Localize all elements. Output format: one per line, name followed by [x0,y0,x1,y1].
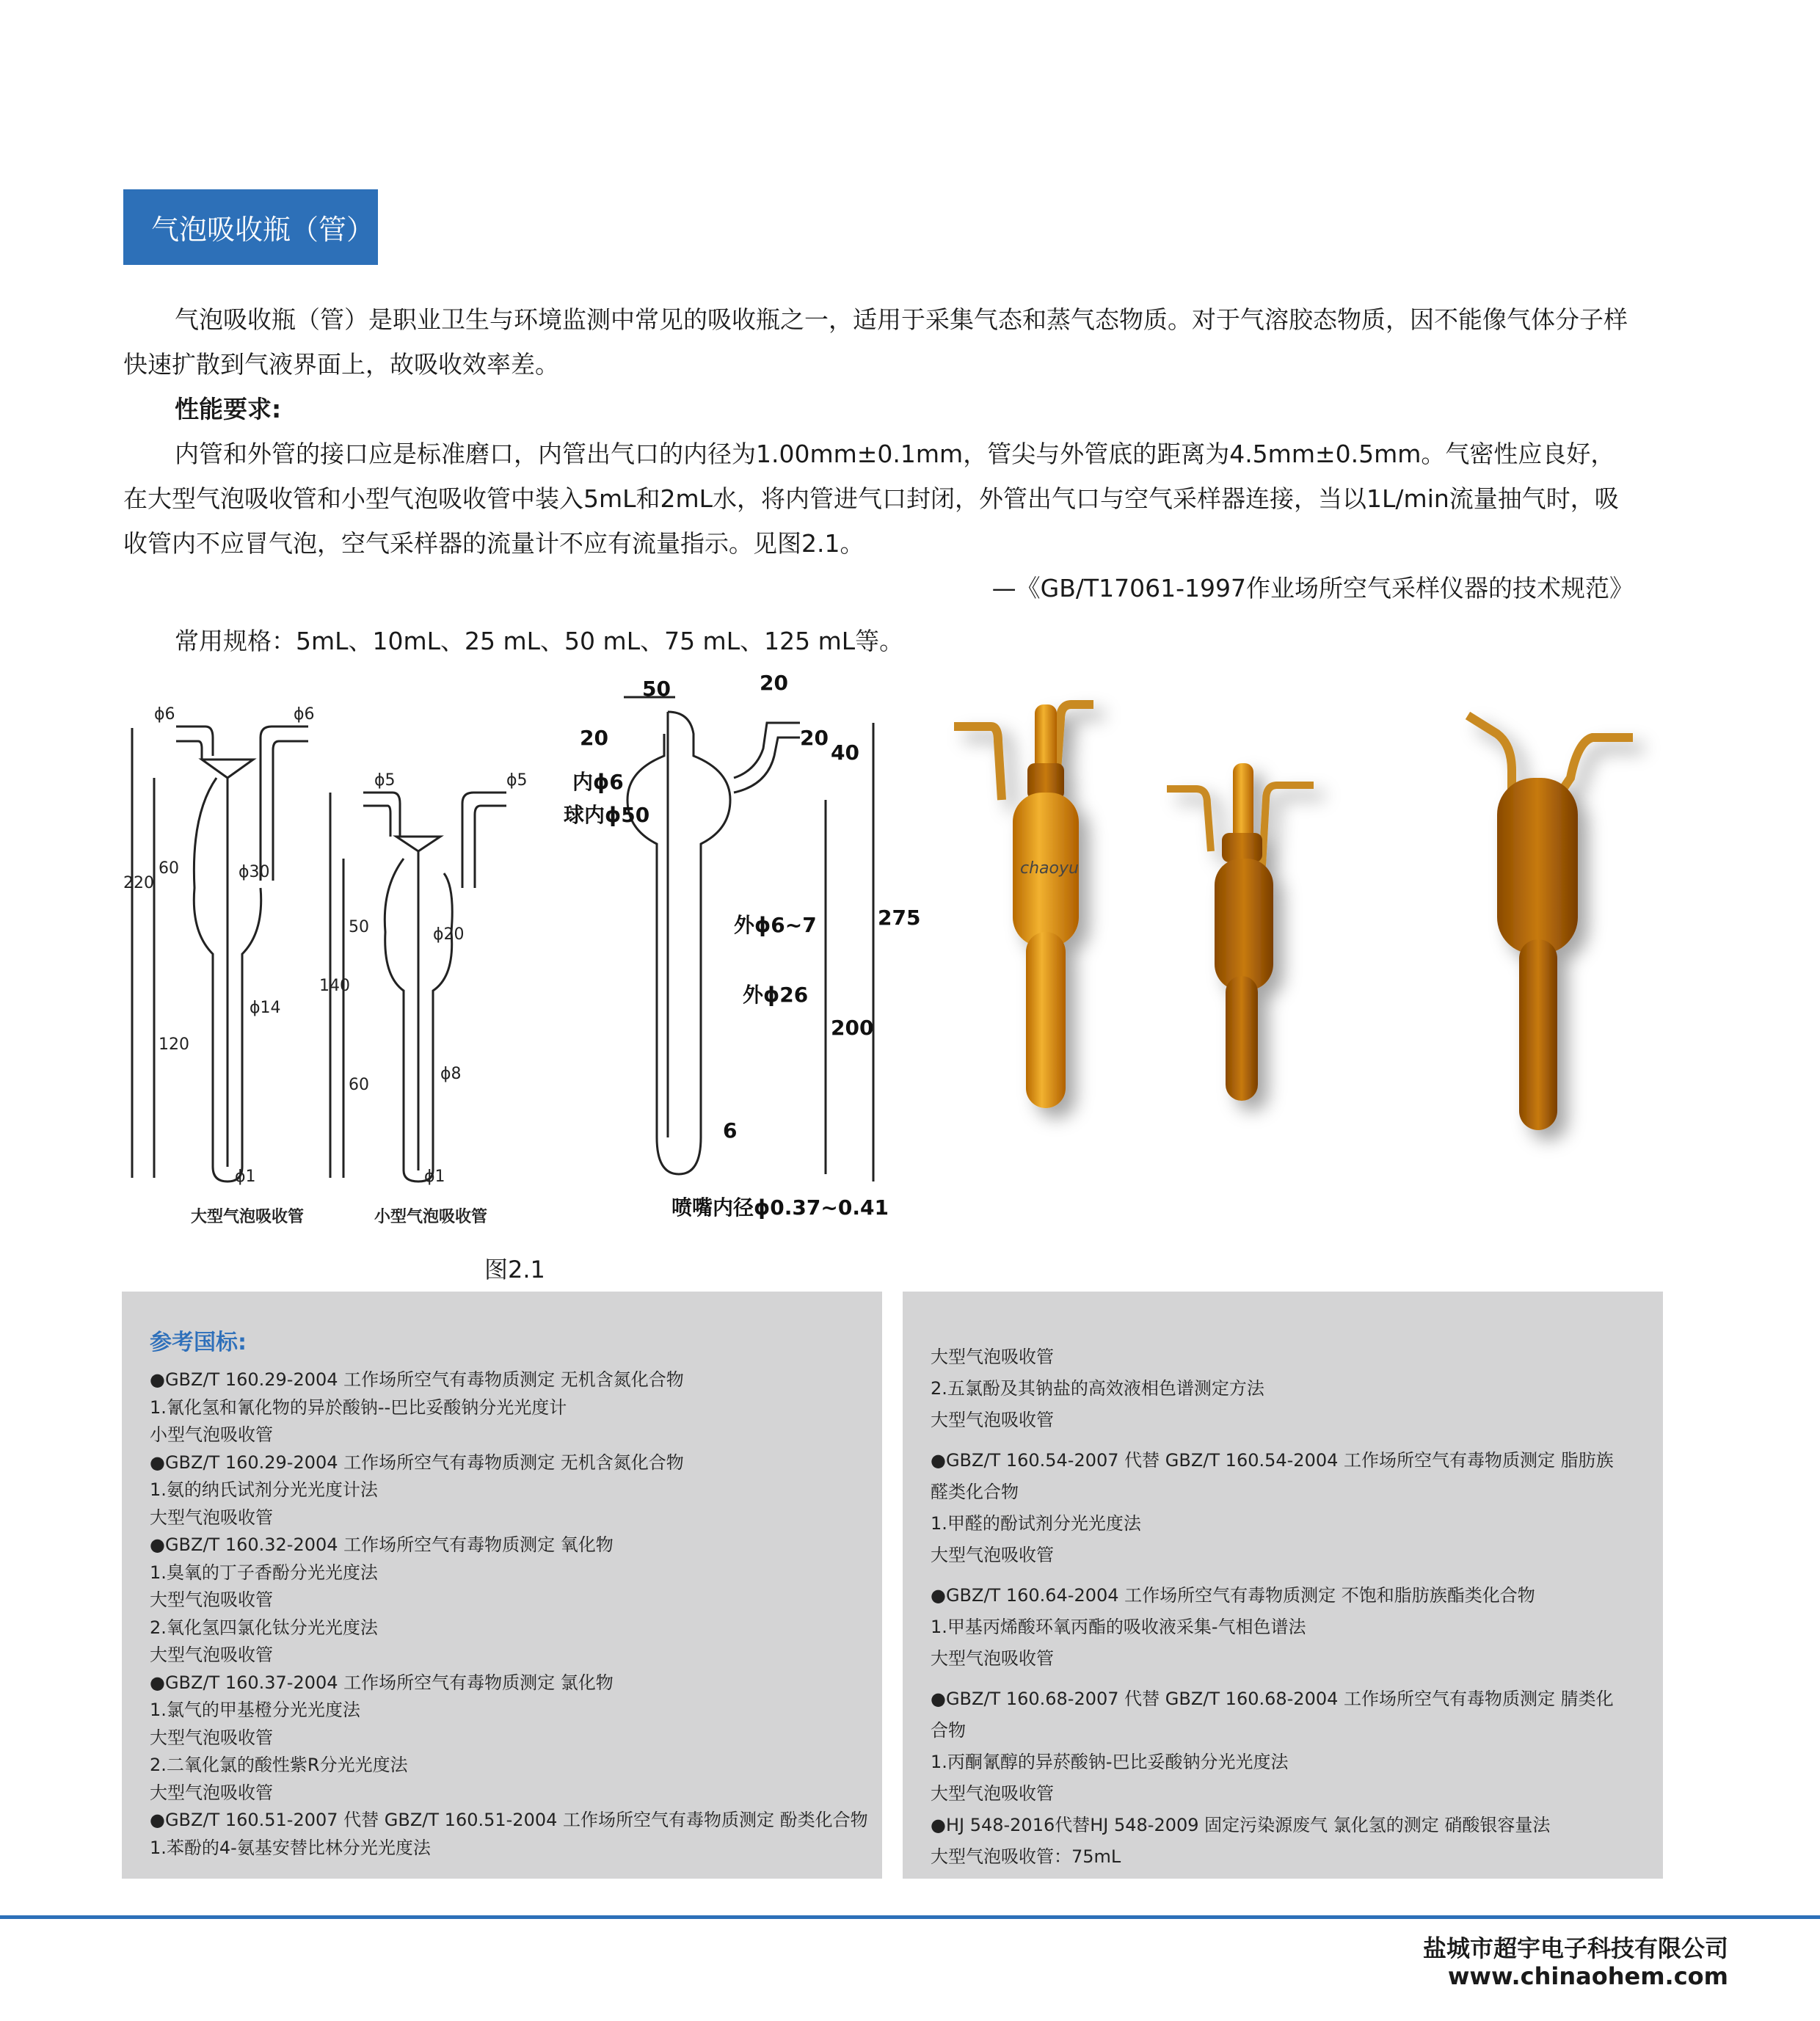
figure-caption: 图2.1 [484,1256,545,1283]
standard-line: 1.氰化氢和氰化物的异於酸钠--巴比妥酸钠分光光度计 [150,1397,567,1418]
footer-divider [0,1915,1820,1919]
standard-line: 大型气泡吸收管 [150,1727,273,1748]
dim-small-140: 140 [319,977,350,995]
product-photos [925,675,1659,1233]
standard-line: 1.氨的纳氏试剂分光光度计法 [150,1479,378,1500]
standard-line: ●GBZ/T 160.68-2007 代替 GBZ/T 160.68-2004 工作场所空气有毒物质测定 腈类化 [931,1689,1614,1709]
standard-line: 大型气泡吸收管 [150,1645,273,1665]
standard-line: 大型气泡吸收管 [931,1410,1054,1430]
dim-large-220: 220 [123,874,154,892]
dim-third-275: 275 [878,906,921,930]
dim-third-200: 200 [831,1016,874,1040]
dim-third-ball-phi50: 球内ϕ50 [564,803,650,827]
dim-large-phi6-right: ϕ6 [294,705,315,724]
standard-line: 合物 [931,1720,966,1741]
photo-brand-label: chaoyu [1020,859,1079,878]
standards-panel-right [903,1292,1663,1879]
dim-small-phi1: ϕ1 [424,1168,445,1186]
standard-line: 1.甲基丙烯酸环氧丙酯的吸收液采集-气相色谱法 [931,1617,1306,1637]
intro-block [123,297,1634,611]
standards-title: 参考国标: [150,1330,247,1355]
dim-third-20-left: 20 [580,726,608,750]
dim-large-phi1: ϕ1 [235,1168,256,1186]
dim-small-60: 60 [349,1076,369,1094]
dim-large-60: 60 [159,859,179,878]
standards-panel-left [122,1292,882,1879]
small-tube-label: 小型气泡吸收管 [374,1208,488,1226]
dim-small-phi20: ϕ20 [433,925,465,944]
standard-line: ●GBZ/T 160.51-2007 代替 GBZ/T 160.51-2004 工作场所空气有毒物质测定 酚类化合物 [150,1810,868,1830]
photo-spherical-tube [1468,715,1633,1130]
performance-heading: 性能要求: [175,395,282,423]
photo-large-tube [954,704,1093,1108]
standard-line: 大型气泡吸收管 [150,1590,273,1610]
standard-line: 大型气泡吸收管：75mL [931,1846,1121,1867]
standard-line: ●GBZ/T 160.37-2004 工作场所空气有毒物质测定 氯化物 [150,1672,614,1693]
standard-line: 大型气泡吸收管 [150,1782,273,1803]
website-link[interactable]: www.chinaohem.com [1447,1962,1728,1990]
company-name: 盐城市超宇电子科技有限公司 [1422,1934,1728,1962]
standard-line: 2.二氧化氯的酸性紫R分光光度法 [150,1755,408,1775]
nozzle-diameter-label: 喷嘴内径ϕ0.37~0.41 [671,1195,889,1220]
dim-third-20-top: 20 [760,671,788,695]
dim-large-phi30: ϕ30 [239,863,270,881]
dim-small-phi5-left: ϕ5 [374,771,396,790]
intro-paragraph: 气泡吸收瓶（管）是职业卫生与环境监测中常见的吸收瓶之一，适用于采集气态和蒸气态物质。对于气溶胶态物质，因不能像气体分子样快速扩散到气液界面上，故吸收效率差。 [123,305,1628,379]
spherical-tube-drawing [624,697,873,1181]
dim-third-inner-phi6: 内ϕ6 [572,770,624,794]
photo-small-tube [1167,763,1314,1101]
standard-line: ●GBZ/T 160.64-2004 工作场所空气有毒物质测定 不饱和脂肪族酯类化合物 [931,1585,1535,1606]
standard-line: 大型气泡吸收管 [931,1648,1054,1669]
standard-line: 2.五氯酚及其钠盐的高效液相色谱测定方法 [931,1378,1264,1399]
dim-third-outer-phi6-7: 外ϕ6~7 [734,913,817,937]
standard-line: ●GBZ/T 160.29-2004 工作场所空气有毒物质测定 无机含氮化合物 [150,1452,684,1473]
standard-line: 大型气泡吸收管 [931,1347,1054,1367]
dim-third-20-right: 20 [800,726,829,750]
large-tube-label: 大型气泡吸收管 [191,1208,305,1226]
dim-third-6: 6 [723,1118,738,1143]
standard-line: 醛类化合物 [931,1482,1019,1502]
dim-large-phi6-left: ϕ6 [154,705,175,724]
dim-third-50: 50 [642,677,671,701]
dim-third-40: 40 [831,740,859,765]
standard-line: ●GBZ/T 160.54-2007 代替 GBZ/T 160.54-2004 工作场所空气有毒物质测定 脂肪族 [931,1450,1614,1471]
large-tube-drawing [132,727,308,1181]
standard-line: 1.苯酚的4-氨基安替比林分光光度法 [150,1837,431,1858]
small-tube-drawing [330,793,506,1181]
source-citation: —《GB/T17061-1997作业场所空气采样仪器的技术规范》 [991,574,1634,602]
common-specs: 常用规格：5mL、10mL、25 mL、50 mL、75 mL、125 mL等。 [175,627,904,655]
standard-line: 大型气泡吸收管 [931,1545,1054,1565]
standard-line: 大型气泡吸收管 [150,1507,273,1528]
standard-line: ●HJ 548-2016代替HJ 548-2009 固定污染源废气 氯化氢的测定 硝酸银容量法 [931,1815,1551,1835]
dim-large-120: 120 [159,1035,189,1054]
standard-line: 1.臭氧的丁子香酚分光光度法 [150,1562,378,1583]
section-title: 气泡吸收瓶（管） [123,189,378,265]
standard-line: 小型气泡吸收管 [150,1424,273,1445]
standard-line: 1.丙酮氰醇的异菸酸钠-巴比妥酸钠分光光度法 [931,1752,1289,1772]
standard-line: 大型气泡吸收管 [931,1783,1054,1804]
technical-drawings [110,668,921,1248]
dim-small-50: 50 [349,918,369,936]
standard-line: ●GBZ/T 160.32-2004 工作场所空气有毒物质测定 氧化物 [150,1534,614,1555]
standard-line: ●GBZ/T 160.29-2004 工作场所空气有毒物质测定 无机含氮化合物 [150,1369,684,1390]
dim-small-phi8: ϕ8 [440,1065,462,1083]
dim-third-outer-phi26: 外ϕ26 [743,983,809,1007]
standard-line: 2.氧化氢四氯化钛分光光度法 [150,1617,378,1638]
dim-small-phi5-right: ϕ5 [506,771,528,790]
dim-large-phi14: ϕ14 [250,999,281,1017]
standard-line: 1.甲醛的酚试剂分光光度法 [931,1513,1141,1534]
standard-line: 1.氯气的甲基橙分光光度法 [150,1700,360,1720]
performance-text: 内管和外管的接口应是标准磨口，内管出气口的内径为1.00mm±0.1mm，管尖与外管底的距离为4.5mm±0.5mm。气密性应良好，在大型气泡吸收管和小型气泡吸收管中装入5mL和2mL水，将内管进气口封闭，外管出气口与空气采样器连接，当以1L/min流量抽气时，吸收管内不应冒气泡，空气采样器的流量计不应有流量指示。见图2.1。 [123,440,1619,558]
